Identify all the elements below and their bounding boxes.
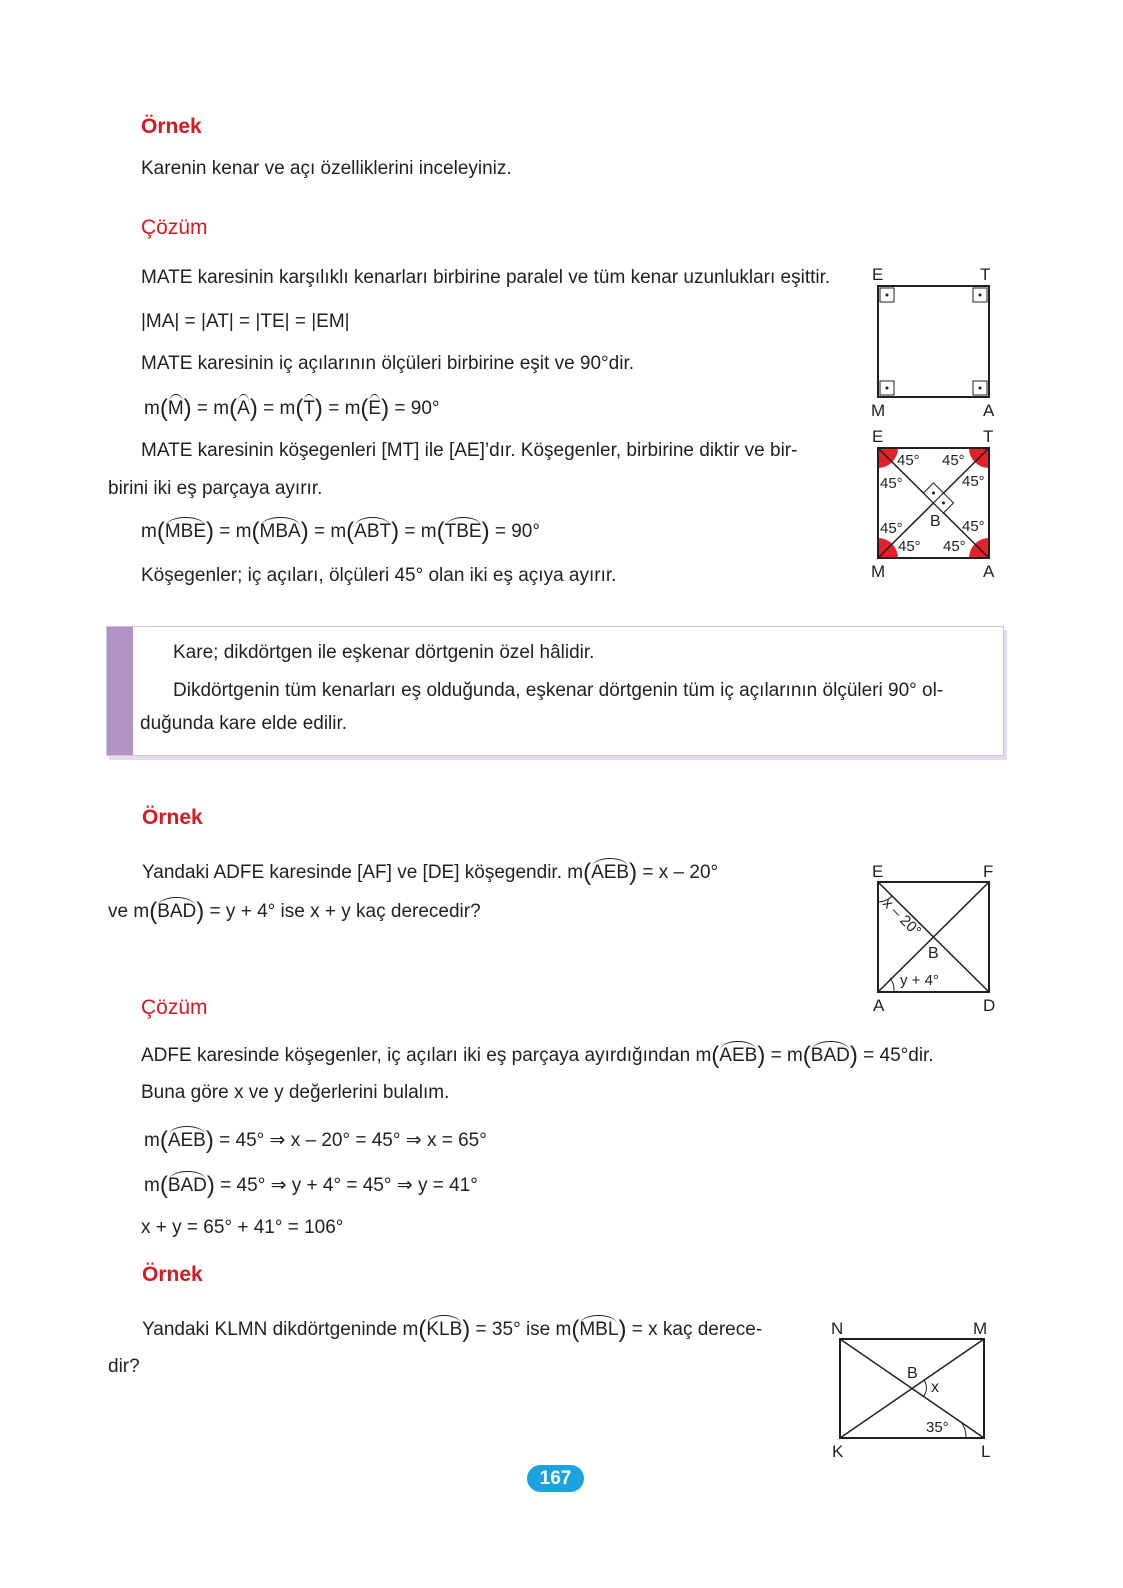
solution-line: birini iki eş parçaya ayırır.	[108, 478, 323, 499]
svg-text:L: L	[981, 1442, 991, 1461]
solution-line: Köşegenler; iç açıları, ölçüleri 45° olan iki eş açıya ayırır.	[141, 565, 617, 586]
svg-text:A: A	[873, 996, 885, 1015]
rectangle-klmn-figure	[825, 1315, 1005, 1465]
example-2-question-line	[108, 898, 481, 926]
svg-text:N: N	[831, 1319, 844, 1338]
example-3-title: Örnek	[142, 1263, 203, 1286]
angle-arc-notation: BAD	[810, 1045, 850, 1066]
question-text: ise	[525, 1319, 551, 1340]
solution-line: MATE karesinin iç açılarının ölçüleri birbirine eşit ve 90°dir.	[141, 353, 634, 374]
info-note-box	[106, 626, 1004, 756]
question-text: kaç derece-	[662, 1319, 763, 1340]
svg-text:B: B	[928, 945, 939, 962]
solution-math: m(AEB) = m(BAD) = 45°dir.	[695, 1042, 934, 1069]
angle-arc-notation: KLB	[426, 1319, 463, 1340]
example-3-question-line: dir?	[108, 1356, 140, 1377]
svg-text:x – 20°: x – 20°	[879, 894, 925, 940]
svg-text:45°: 45°	[897, 452, 920, 469]
question-text: ve	[108, 901, 129, 922]
svg-text:35°: 35°	[926, 1419, 949, 1436]
example-2-title: Örnek	[142, 806, 203, 829]
square-mate-figures	[860, 260, 1010, 590]
svg-text:E: E	[872, 265, 884, 284]
note-line: Dikdörtgenin tüm kenarları eş olduğunda, eşkenar dörtgenin tüm iç açılarının ölçüleri 90° ol-	[173, 680, 944, 701]
angle-arc-notation: MBE	[164, 521, 207, 542]
angle-arc-notation: TBE	[444, 521, 482, 542]
svg-text:T: T	[983, 427, 994, 446]
solution-math-line: m(BAD) = 45° ⇒ y + 4° = 45° ⇒ y = 41°	[144, 1172, 478, 1199]
note-accent-bar	[107, 627, 133, 755]
angle-equation: m(M) = m(A) = m(T) = m(E) = 90°	[144, 395, 440, 422]
question-text: Yandaki KLMN dikdörtgeninde	[142, 1319, 398, 1340]
svg-text:B: B	[930, 513, 941, 530]
angle-arc-notation: ABT	[354, 521, 392, 542]
svg-text:x: x	[931, 1379, 939, 1396]
example-1-title: Örnek	[141, 115, 202, 138]
question-text: ise x + y kaç derecedir?	[280, 901, 481, 922]
angle-arc-notation: BAD	[157, 901, 197, 922]
solution-line	[141, 1042, 934, 1070]
square-figure-1	[871, 265, 995, 420]
example-3-question-line	[142, 1316, 762, 1344]
angle-arc-notation: AEB	[591, 862, 630, 883]
square-figure-2	[871, 427, 995, 581]
svg-text:B: B	[907, 1365, 918, 1382]
svg-text:45°: 45°	[898, 538, 921, 555]
angle-arc-notation: BAD	[167, 1175, 207, 1196]
svg-text:E: E	[872, 862, 884, 881]
question-math: m(BAD) = y + 4°	[133, 898, 276, 925]
svg-text:45°: 45°	[962, 473, 985, 490]
svg-text:M: M	[871, 562, 886, 581]
angle-arc-notation: E	[368, 398, 382, 419]
svg-text:45°: 45°	[880, 520, 903, 537]
angle-arc-notation: MBA	[259, 521, 301, 542]
svg-text:y + 4°: y + 4°	[900, 972, 939, 989]
page-number-badge: 167	[527, 1465, 584, 1492]
svg-text:45°: 45°	[880, 475, 903, 492]
svg-text:A: A	[983, 401, 995, 420]
angle-arc-notation: T	[303, 398, 315, 419]
svg-text:45°: 45°	[962, 518, 985, 535]
svg-text:45°: 45°	[942, 452, 965, 469]
example-2-solution-title: Çözüm	[141, 996, 208, 1019]
note-line: Kare; dikdörtgen ile eşkenar dörtgenin özel hâlidir.	[173, 642, 595, 663]
solution-text: ADFE karesinde köşegenler, iç açıları iki eş parçaya ayırdığından	[141, 1045, 691, 1066]
svg-text:E: E	[872, 427, 884, 446]
question-math: m(AEB) = x – 20°	[567, 859, 719, 886]
question-text: Yandaki ADFE karesinde [AF] ve [DE] köşegendir.	[142, 862, 562, 883]
square-adfe-figure	[860, 858, 1010, 1018]
solution-line: MATE karesinin köşegenleri [MT] ile [AE]’dır. Köşegenler, birbirine diktir ve bir-	[141, 440, 798, 461]
angle-arc-notation: A	[237, 398, 250, 419]
question-math: m(KLB) = 35°	[402, 1316, 521, 1343]
svg-text:M: M	[973, 1319, 988, 1338]
svg-text:45°: 45°	[943, 538, 966, 555]
svg-text:D: D	[983, 996, 996, 1015]
svg-text:T: T	[980, 265, 991, 284]
solution-result: x + y = 65° + 41° = 106°	[141, 1217, 344, 1238]
svg-text:K: K	[832, 1442, 844, 1461]
example-2-question-line	[142, 859, 718, 887]
question-math: m(MBL) = x	[555, 1316, 658, 1343]
solution-line: Buna göre x ve y değerlerini bulalım.	[141, 1082, 450, 1103]
solution-line: MATE karesinin karşılıklı kenarları birbirine paralel ve tüm kenar uzunlukları eşittir.	[141, 267, 831, 288]
angle-arc-notation: AEB	[167, 1130, 206, 1151]
solution-line: |MA| = |AT| = |TE| = |EM|	[141, 311, 350, 332]
svg-text:M: M	[871, 401, 886, 420]
note-line: duğunda kare elde edilir.	[140, 713, 348, 734]
example-1-solution-title: Çözüm	[141, 216, 208, 239]
angle-arc-notation: AEB	[719, 1045, 758, 1066]
svg-text:F: F	[983, 862, 994, 881]
svg-text:A: A	[983, 562, 995, 581]
solution-math-line: m(AEB) = 45° ⇒ x – 20° = 45° ⇒ x = 65°	[144, 1127, 487, 1154]
angle-arc-notation: MBL	[579, 1319, 619, 1340]
example-1-question: Karenin kenar ve açı özelliklerini inceleyiniz.	[141, 158, 512, 179]
diagonal-angle-equation: m(MBE) = m(MBA) = m(ABT) = m(TBE) = 90°	[141, 518, 540, 545]
angle-arc-notation: M	[167, 398, 184, 419]
